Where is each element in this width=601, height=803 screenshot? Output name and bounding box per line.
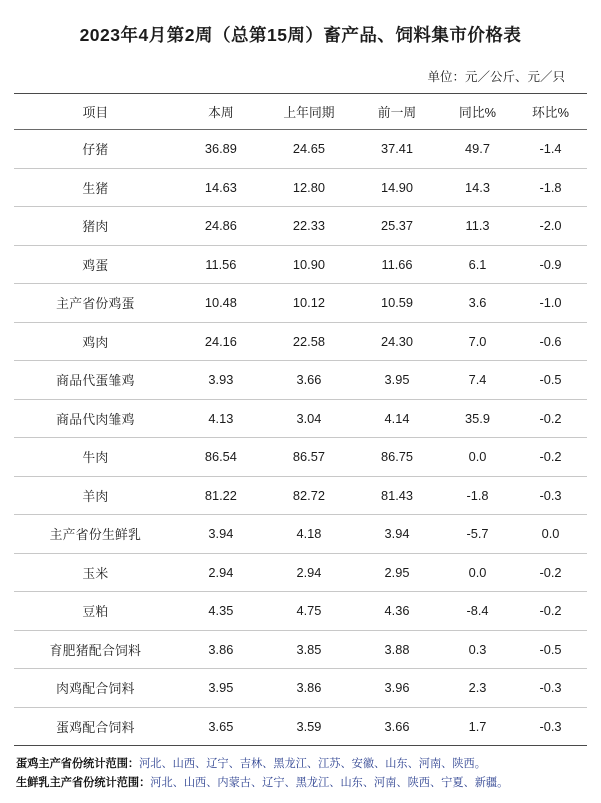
table-row bbox=[14, 361, 587, 400]
cell-prev-week: 37.41 bbox=[353, 130, 441, 169]
cell-yoy: 1.7 bbox=[441, 707, 514, 746]
cell-prev-week: 24.30 bbox=[353, 322, 441, 361]
table-header bbox=[14, 94, 587, 130]
cell-mom: -0.3 bbox=[514, 707, 587, 746]
cell-prev-week: 4.14 bbox=[353, 399, 441, 438]
cell-this-week: 86.54 bbox=[177, 438, 265, 477]
cell-prev-week: 3.95 bbox=[353, 361, 441, 400]
note-value: 河北、山西、内蒙古、辽宁、黑龙江、山东、河南、陕西、宁夏、新疆。 bbox=[150, 777, 509, 789]
cell-prev-week: 4.36 bbox=[353, 592, 441, 631]
cell-mom: -1.8 bbox=[514, 168, 587, 207]
cell-this-week: 3.86 bbox=[177, 630, 265, 669]
note-line bbox=[16, 774, 587, 793]
column-header-item: 项目 bbox=[14, 94, 177, 130]
cell-mom: 0.0 bbox=[514, 515, 587, 554]
cell-yoy: 6.1 bbox=[441, 245, 514, 284]
cell-item: 肉鸡配合饲料 bbox=[14, 669, 177, 708]
column-header-last-year: 上年同期 bbox=[265, 94, 353, 130]
cell-item: 仔猪 bbox=[14, 130, 177, 169]
table-row bbox=[14, 669, 587, 708]
cell-mom: -0.3 bbox=[514, 669, 587, 708]
cell-this-week: 3.93 bbox=[177, 361, 265, 400]
cell-this-week: 4.35 bbox=[177, 592, 265, 631]
column-header-prev-week: 前一周 bbox=[353, 94, 441, 130]
cell-yoy: 7.4 bbox=[441, 361, 514, 400]
table-row bbox=[14, 592, 587, 631]
note-label: 蛋鸡主产省份统计范围： bbox=[16, 758, 140, 770]
cell-yoy: 0.3 bbox=[441, 630, 514, 669]
cell-prev-week: 10.59 bbox=[353, 284, 441, 323]
cell-mom: -0.2 bbox=[514, 553, 587, 592]
cell-yoy: -5.7 bbox=[441, 515, 514, 554]
cell-item: 鸡肉 bbox=[14, 322, 177, 361]
table-row bbox=[14, 130, 587, 169]
cell-this-week: 14.63 bbox=[177, 168, 265, 207]
cell-prev-week: 2.95 bbox=[353, 553, 441, 592]
table-row bbox=[14, 515, 587, 554]
cell-last-year: 3.04 bbox=[265, 399, 353, 438]
cell-last-year: 3.86 bbox=[265, 669, 353, 708]
cell-prev-week: 11.66 bbox=[353, 245, 441, 284]
cell-mom: -0.3 bbox=[514, 476, 587, 515]
note-line bbox=[16, 755, 587, 774]
cell-last-year: 4.18 bbox=[265, 515, 353, 554]
table-row bbox=[14, 168, 587, 207]
cell-last-year: 4.75 bbox=[265, 592, 353, 631]
cell-last-year: 22.33 bbox=[265, 207, 353, 246]
cell-last-year: 10.90 bbox=[265, 245, 353, 284]
cell-last-year: 24.65 bbox=[265, 130, 353, 169]
cell-yoy: -1.8 bbox=[441, 476, 514, 515]
cell-this-week: 3.94 bbox=[177, 515, 265, 554]
cell-mom: -0.2 bbox=[514, 438, 587, 477]
cell-prev-week: 3.96 bbox=[353, 669, 441, 708]
table-row bbox=[14, 630, 587, 669]
cell-mom: -0.9 bbox=[514, 245, 587, 284]
column-header-yoy: 同比% bbox=[441, 94, 514, 130]
cell-mom: -0.5 bbox=[514, 630, 587, 669]
cell-prev-week: 14.90 bbox=[353, 168, 441, 207]
cell-yoy: 35.9 bbox=[441, 399, 514, 438]
cell-yoy: 11.3 bbox=[441, 207, 514, 246]
cell-mom: -0.2 bbox=[514, 592, 587, 631]
table-row bbox=[14, 707, 587, 746]
cell-this-week: 4.13 bbox=[177, 399, 265, 438]
cell-yoy: 14.3 bbox=[441, 168, 514, 207]
cell-this-week: 3.65 bbox=[177, 707, 265, 746]
note-value: 河北、山西、辽宁、吉林、黑龙江、江苏、安徽、山东、河南、陕西。 bbox=[139, 758, 486, 770]
cell-item: 育肥猪配合饲料 bbox=[14, 630, 177, 669]
cell-this-week: 10.48 bbox=[177, 284, 265, 323]
cell-mom: -0.2 bbox=[514, 399, 587, 438]
cell-prev-week: 86.75 bbox=[353, 438, 441, 477]
cell-yoy: 3.6 bbox=[441, 284, 514, 323]
cell-this-week: 11.56 bbox=[177, 245, 265, 284]
table-row bbox=[14, 245, 587, 284]
cell-this-week: 24.16 bbox=[177, 322, 265, 361]
cell-last-year: 86.57 bbox=[265, 438, 353, 477]
cell-item: 猪肉 bbox=[14, 207, 177, 246]
table-notes bbox=[14, 746, 587, 793]
cell-last-year: 10.12 bbox=[265, 284, 353, 323]
cell-item: 玉米 bbox=[14, 553, 177, 592]
cell-mom: -0.6 bbox=[514, 322, 587, 361]
cell-item: 鸡蛋 bbox=[14, 245, 177, 284]
table-header-row bbox=[14, 94, 587, 130]
cell-prev-week: 3.66 bbox=[353, 707, 441, 746]
unit-note: 单位：元／公斤、元／只 bbox=[427, 70, 565, 84]
cell-yoy: 49.7 bbox=[441, 130, 514, 169]
table-body bbox=[14, 130, 587, 746]
cell-prev-week: 3.88 bbox=[353, 630, 441, 669]
cell-item: 生猪 bbox=[14, 168, 177, 207]
price-table bbox=[14, 93, 587, 746]
cell-last-year: 3.66 bbox=[265, 361, 353, 400]
cell-item: 牛肉 bbox=[14, 438, 177, 477]
cell-last-year: 3.85 bbox=[265, 630, 353, 669]
table-row bbox=[14, 553, 587, 592]
cell-yoy: 2.3 bbox=[441, 669, 514, 708]
cell-item: 主产省份鸡蛋 bbox=[14, 284, 177, 323]
cell-last-year: 82.72 bbox=[265, 476, 353, 515]
cell-item: 羊肉 bbox=[14, 476, 177, 515]
cell-prev-week: 81.43 bbox=[353, 476, 441, 515]
note-label: 生鲜乳主产省份统计范围： bbox=[16, 777, 151, 789]
table-row bbox=[14, 322, 587, 361]
cell-mom: -1.0 bbox=[514, 284, 587, 323]
cell-mom: -2.0 bbox=[514, 207, 587, 246]
column-header-this-week: 本周 bbox=[177, 94, 265, 130]
page-title: 2023年4月第2周（总第15周）畜产品、饲料集市价格表 bbox=[79, 25, 522, 45]
cell-yoy: 7.0 bbox=[441, 322, 514, 361]
cell-mom: -1.4 bbox=[514, 130, 587, 169]
cell-this-week: 36.89 bbox=[177, 130, 265, 169]
cell-last-year: 22.58 bbox=[265, 322, 353, 361]
table-row bbox=[14, 438, 587, 477]
table-row bbox=[14, 207, 587, 246]
table-row bbox=[14, 476, 587, 515]
cell-mom: -0.5 bbox=[514, 361, 587, 400]
cell-this-week: 2.94 bbox=[177, 553, 265, 592]
table-row bbox=[14, 399, 587, 438]
cell-prev-week: 3.94 bbox=[353, 515, 441, 554]
cell-item: 主产省份生鲜乳 bbox=[14, 515, 177, 554]
cell-item: 商品代肉雏鸡 bbox=[14, 399, 177, 438]
cell-yoy: 0.0 bbox=[441, 438, 514, 477]
column-header-mom: 环比% bbox=[514, 94, 587, 130]
cell-item: 商品代蛋雏鸡 bbox=[14, 361, 177, 400]
cell-this-week: 24.86 bbox=[177, 207, 265, 246]
cell-item: 豆粕 bbox=[14, 592, 177, 631]
table-row bbox=[14, 284, 587, 323]
cell-last-year: 3.59 bbox=[265, 707, 353, 746]
cell-this-week: 3.95 bbox=[177, 669, 265, 708]
cell-item: 蛋鸡配合饲料 bbox=[14, 707, 177, 746]
cell-prev-week: 25.37 bbox=[353, 207, 441, 246]
cell-this-week: 81.22 bbox=[177, 476, 265, 515]
cell-yoy: -8.4 bbox=[441, 592, 514, 631]
cell-yoy: 0.0 bbox=[441, 553, 514, 592]
cell-last-year: 12.80 bbox=[265, 168, 353, 207]
cell-last-year: 2.94 bbox=[265, 553, 353, 592]
